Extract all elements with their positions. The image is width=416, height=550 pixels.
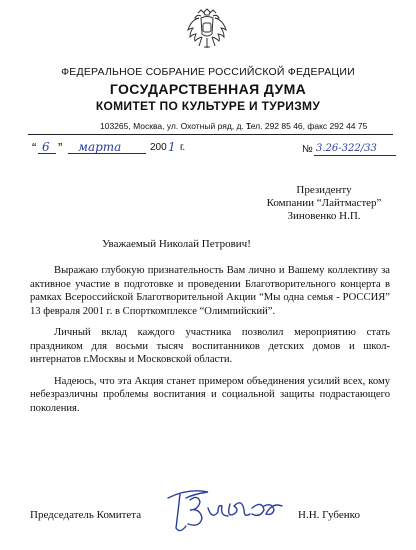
recipient-position: Президенту (296, 184, 352, 196)
state-duma-heading: ГОСУДАРСТВЕННАЯ ДУМА (109, 81, 307, 97)
number-sign: № (302, 144, 313, 155)
month-underline (68, 153, 146, 154)
recipient-company: Компании “Лайтмастер” (266, 197, 382, 209)
federal-assembly-heading: ФЕДЕРАЛЬНОЕ СОБРАНИЕ РОССИЙСКОЙ ФЕДЕРАЦИИ (61, 66, 355, 78)
reference-underline (314, 155, 396, 156)
reference-number: 3.26-322/33 (316, 143, 377, 154)
header-divider (28, 134, 393, 135)
russian-eagle-emblem-icon (185, 6, 229, 54)
phone-fax-line: Тел. 292 85 46, факс 292 44 75 (246, 121, 368, 131)
handwritten-signature (160, 478, 286, 542)
salutation: Уважаемый Николай Петрович! (102, 238, 251, 250)
committee-heading: КОМИТЕТ ПО КУЛЬТУРЕ И ТУРИЗМУ (95, 99, 321, 113)
recipient-name: Зиновенко Н.П. (287, 210, 361, 222)
date-month: марта (78, 140, 122, 154)
close-quote-mark: ” (58, 140, 63, 155)
recipient-block (258, 184, 390, 223)
address-line: 103265, Москва, ул. Охотный ряд, д. 1 (100, 121, 251, 131)
date-line (28, 138, 218, 158)
body-paragraph-1: Выражаю глубокую признательность Вам лично и Вашему коллективу за активное участие в подготовке и проведении Благотворительного концерта в рамках Всероссийской Благотворительной Акции “Мы одна семья - РОССИЯ” 13 февраля 2001 г. в Спорткомплексе “Олимпийский”. (30, 265, 390, 317)
date-year-prefix: 200 (150, 142, 167, 153)
signatory-name: Н.Н. Губенко (298, 509, 360, 521)
signatory-title: Председатель Комитета (30, 509, 142, 521)
body-paragraph-3: Надеюсь, что эта Акция станет примером объединения усилий всех, кому небезразличны проблемы воспитания и социальной защиты подрастающего поколения. (30, 375, 390, 414)
reference-number-line (302, 140, 397, 160)
body-paragraph-2: Личный вклад каждого участника позволил мероприятию стать праздником для восьми тысяч воспитанников детских домов и школ-интернатов г.Москвы и Московской области. (30, 327, 390, 365)
year-suffix-marker: г. (180, 142, 186, 153)
date-year-suffix: 1 (168, 140, 176, 154)
day-underline (38, 153, 56, 154)
open-quote-mark: “ (32, 140, 37, 155)
letter-body (30, 264, 390, 423)
date-day: 6 (42, 140, 50, 154)
